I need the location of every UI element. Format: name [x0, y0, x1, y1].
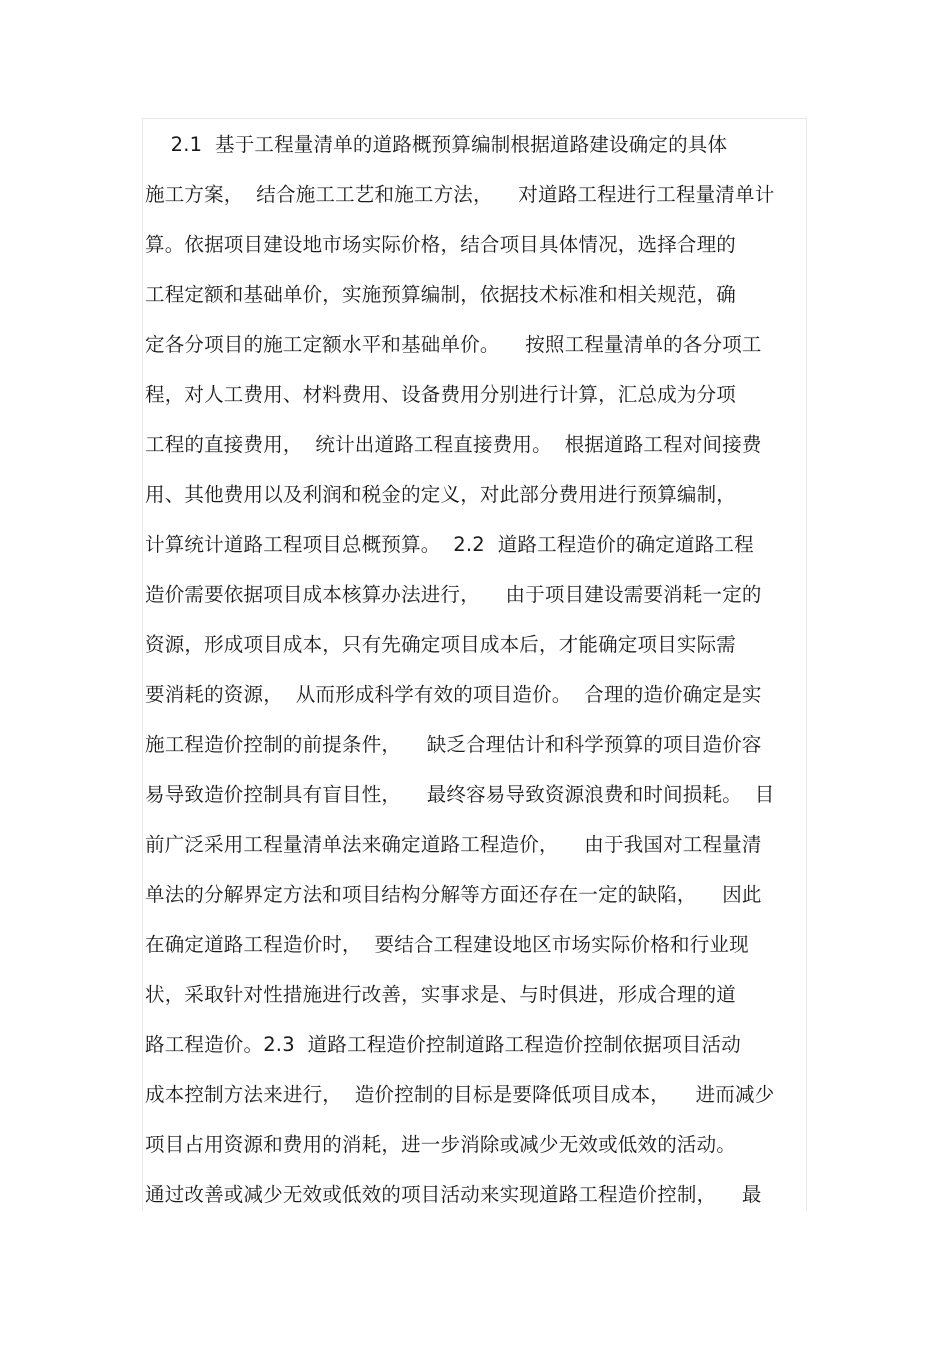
text-line: 成本控制方法来进行， 造价控制的目标是要降低项目成本， 进而减少: [145, 1083, 775, 1106]
text-line: 通过改善或减少无效或低效的项目活动来实现道路工程造价控制， 最: [145, 1183, 762, 1206]
text-line: 造价需要依据项目成本核算办法进行， 由于项目建设需要消耗一定的: [145, 583, 762, 606]
text-line: 要消耗的资源， 从而形成科学有效的项目造价。 合理的造价确定是实: [145, 683, 762, 706]
text-line: 路工程造价。2.3 道路工程造价控制道路工程造价控制依据项目活动: [145, 1033, 742, 1056]
text-line: 工程的直接费用， 统计出道路工程直接费用。 根据道路工程对间接费: [145, 433, 762, 456]
text-line: 2.1 基于工程量清单的道路概预算编制根据道路建设确定的具体: [145, 133, 728, 156]
text-line: 项目占用资源和费用的消耗，进一步消除或减少无效或低效的活动。: [145, 1133, 737, 1156]
text-line: 状，采取针对性措施进行改善，实事求是、与时俱进，形成合理的道: [145, 983, 737, 1006]
document-body: [145, 120, 805, 1220]
text-line: 施工方案， 结合施工工艺和施工方法， 对道路工程进行工程量清单计: [145, 183, 775, 206]
text-line: 程，对人工费用、材料费用、设备费用分别进行计算，汇总成为分项: [145, 383, 737, 406]
text-line: 计算统计道路工程项目总概预算。 2.2 道路工程造价的确定道路工程: [145, 533, 754, 556]
text-line: 算。依据项目建设地市场实际价格，结合项目具体情况，选择合理的: [145, 233, 737, 256]
text-line: 易导致造价控制具有盲目性， 最终容易导致资源浪费和时间损耗。 目: [145, 783, 775, 806]
text-line: 用、其他费用以及利润和税金的定义，对此部分费用进行预算编制，: [145, 483, 737, 506]
text-line: 前广泛采用工程量清单法来确定道路工程造价， 由于我国对工程量清: [145, 833, 762, 856]
text-line: 单法的分解界定方法和项目结构分解等方面还存在一定的缺陷， 因此: [145, 883, 762, 906]
text-line: 定各分项目的施工定额水平和基础单价。 按照工程量清单的各分项工: [145, 333, 762, 356]
text-line: 在确定道路工程造价时， 要结合工程建设地区市场实际价格和行业现: [145, 933, 749, 956]
text-line: 施工程造价控制的前提条件， 缺乏合理估计和科学预算的项目造价容: [145, 733, 762, 756]
text-line: 工程定额和基础单价，实施预算编制，依据技术标准和相关规范，确: [145, 283, 737, 306]
text-line: 资源，形成项目成本，只有先确定项目成本后，才能确定项目实际需: [145, 633, 737, 656]
